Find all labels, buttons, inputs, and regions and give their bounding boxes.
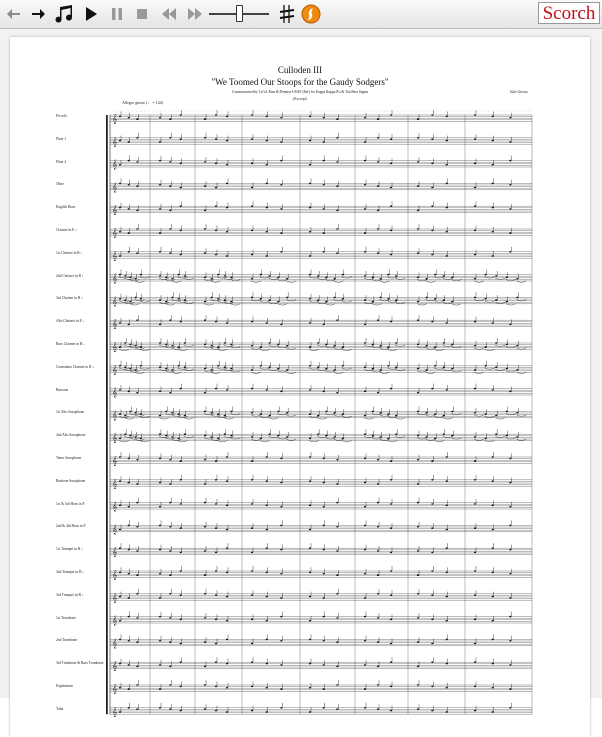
score-subtitle-title: "We Toomed Our Stoops for the Gaudy Sodgers" <box>211 77 389 87</box>
clef-icon: 𝄞 <box>112 433 118 444</box>
score-title: Culloden III <box>277 65 323 75</box>
excerpt-text: (Excerpt) <box>293 97 307 101</box>
clef-icon: 𝄞 <box>112 570 118 581</box>
instrument-label: 3rd Trumpet in B ♭ <box>56 592 84 597</box>
scorch-toolbar <box>0 0 602 29</box>
commission-text: Commissioned by LtCol Alan & Dennise USAF (Ret) for Kappa Kappa Psi & Tau Beta Sigma <box>231 90 369 94</box>
clef-icon: 𝄞 <box>112 342 118 353</box>
instrument-label: Tenor Saxophone <box>56 456 82 460</box>
clef-icon: 𝄞 <box>112 228 118 239</box>
instrument-label: Tuba <box>56 706 64 711</box>
staff <box>110 498 532 512</box>
stop-icon[interactable] <box>131 3 153 25</box>
score-page <box>10 37 590 737</box>
staff <box>110 589 532 604</box>
clef-icon: 𝄞 <box>112 410 118 421</box>
staff <box>110 247 532 261</box>
staff <box>110 452 532 467</box>
staff <box>110 201 532 216</box>
back-icon[interactable] <box>3 3 25 25</box>
pause-icon[interactable] <box>106 3 128 25</box>
instrument-label: 1st Trumpet in B ♭ <box>56 547 83 552</box>
score-staves <box>10 37 590 737</box>
composer-name: Julie Giroux <box>510 90 528 94</box>
clef-icon: 𝄞 <box>112 160 118 171</box>
tempo-marking: Allegro giusto (♩ = 144) <box>122 100 163 105</box>
clef-icon: 𝄞 <box>112 205 118 216</box>
clef-icon: 𝄞 <box>112 524 118 535</box>
clef-icon: 𝄞 <box>112 502 118 513</box>
staff <box>110 178 532 193</box>
instrument-label: Flute 1 <box>56 136 67 141</box>
clef-icon: 𝄞 <box>112 137 118 148</box>
staff <box>110 429 532 444</box>
clef-icon: 𝄞 <box>112 251 118 262</box>
fast-forward-icon[interactable] <box>184 3 206 25</box>
instrument-label: 1st Trombone <box>56 615 76 620</box>
clef-icon: 𝄞 <box>112 296 118 307</box>
instrument-label: Alto Clarinet in E ♭ <box>56 319 85 324</box>
staff <box>110 703 532 718</box>
instrument-label: 3rd Clarinet in B ♭ <box>56 296 83 301</box>
instrument-label: 2nd & 4th Horn in F <box>56 524 86 529</box>
clef-icon: 𝄞 <box>112 182 118 193</box>
clef-icon: 𝄞 <box>112 114 118 125</box>
instrument-label: Contrabass Clarinet in B ♭ <box>56 364 95 369</box>
clef-icon: 𝄞 <box>112 707 118 718</box>
clef-icon: 𝄞 <box>112 684 118 695</box>
clef-icon: 𝄞 <box>112 661 118 672</box>
staff <box>110 361 532 376</box>
tempo-slider-thumb[interactable] <box>236 5 243 22</box>
transpose-icon[interactable] <box>276 3 298 25</box>
score-viewport[interactable] <box>0 29 602 718</box>
instrument-label: Flute 2 <box>56 159 67 164</box>
instrument-label: 2nd Alto Saxophone <box>56 433 86 438</box>
clef-icon: 𝄞 <box>112 365 118 376</box>
instrument-label: Bassoon <box>56 387 69 392</box>
staff <box>110 634 532 649</box>
staff <box>110 270 532 285</box>
instrument-label: 2nd Trombone <box>56 638 78 643</box>
staff <box>110 156 532 171</box>
instrument-label: 1st Clarinet in B ♭ <box>56 250 83 255</box>
instrument-label: 1st & 3rd Horn in F <box>56 501 85 506</box>
staff <box>110 292 532 307</box>
clef-icon: 𝄞 <box>112 388 118 399</box>
rewind-icon[interactable] <box>158 3 180 25</box>
staff <box>110 384 532 399</box>
instrument-label: Euphonium <box>56 684 73 688</box>
instrument-label: Baritone Saxophone <box>56 478 86 483</box>
staff <box>110 520 532 535</box>
sibelius-icon[interactable] <box>300 3 322 25</box>
staff <box>110 612 532 627</box>
music-notes-icon[interactable] <box>53 3 75 25</box>
staff <box>110 224 532 239</box>
staff <box>110 133 532 148</box>
instrument-label: 3rd Trombone & Bass Trombone <box>56 661 104 666</box>
instrument-label: Piccolo <box>56 114 67 118</box>
staff <box>110 110 532 125</box>
staff <box>110 475 532 490</box>
instrument-label: Clarinet in E ♭ <box>56 228 77 232</box>
play-icon[interactable] <box>80 3 102 25</box>
instrument-label: 2nd Trumpet in B ♭ <box>56 570 85 574</box>
forward-icon[interactable] <box>27 3 49 25</box>
clef-icon: 𝄞 <box>112 638 118 649</box>
staff <box>110 406 532 421</box>
instrument-label: Oboe <box>56 182 64 187</box>
staff <box>110 543 532 558</box>
instrument-label: English Horn <box>56 205 76 210</box>
staff <box>110 338 532 353</box>
staff <box>110 680 532 695</box>
clef-icon: 𝄞 <box>112 456 118 467</box>
clef-icon: 𝄞 <box>112 274 118 285</box>
clef-icon: 𝄞 <box>112 319 118 330</box>
clef-icon: 𝄞 <box>112 479 118 490</box>
instrument-label: Bass Clarinet in B ♭ <box>56 342 85 346</box>
instrument-label: 1st Alto Saxophone <box>56 410 85 415</box>
clef-icon: 𝄞 <box>112 593 118 604</box>
clef-icon: 𝄞 <box>112 616 118 627</box>
instrument-label: 2nd Clarinet in B ♭ <box>56 273 84 278</box>
staff <box>110 315 532 330</box>
staff <box>110 566 532 581</box>
scorch-logo[interactable]: Scorch <box>538 2 600 24</box>
clef-icon: 𝄞 <box>112 547 118 558</box>
staff <box>110 657 532 672</box>
